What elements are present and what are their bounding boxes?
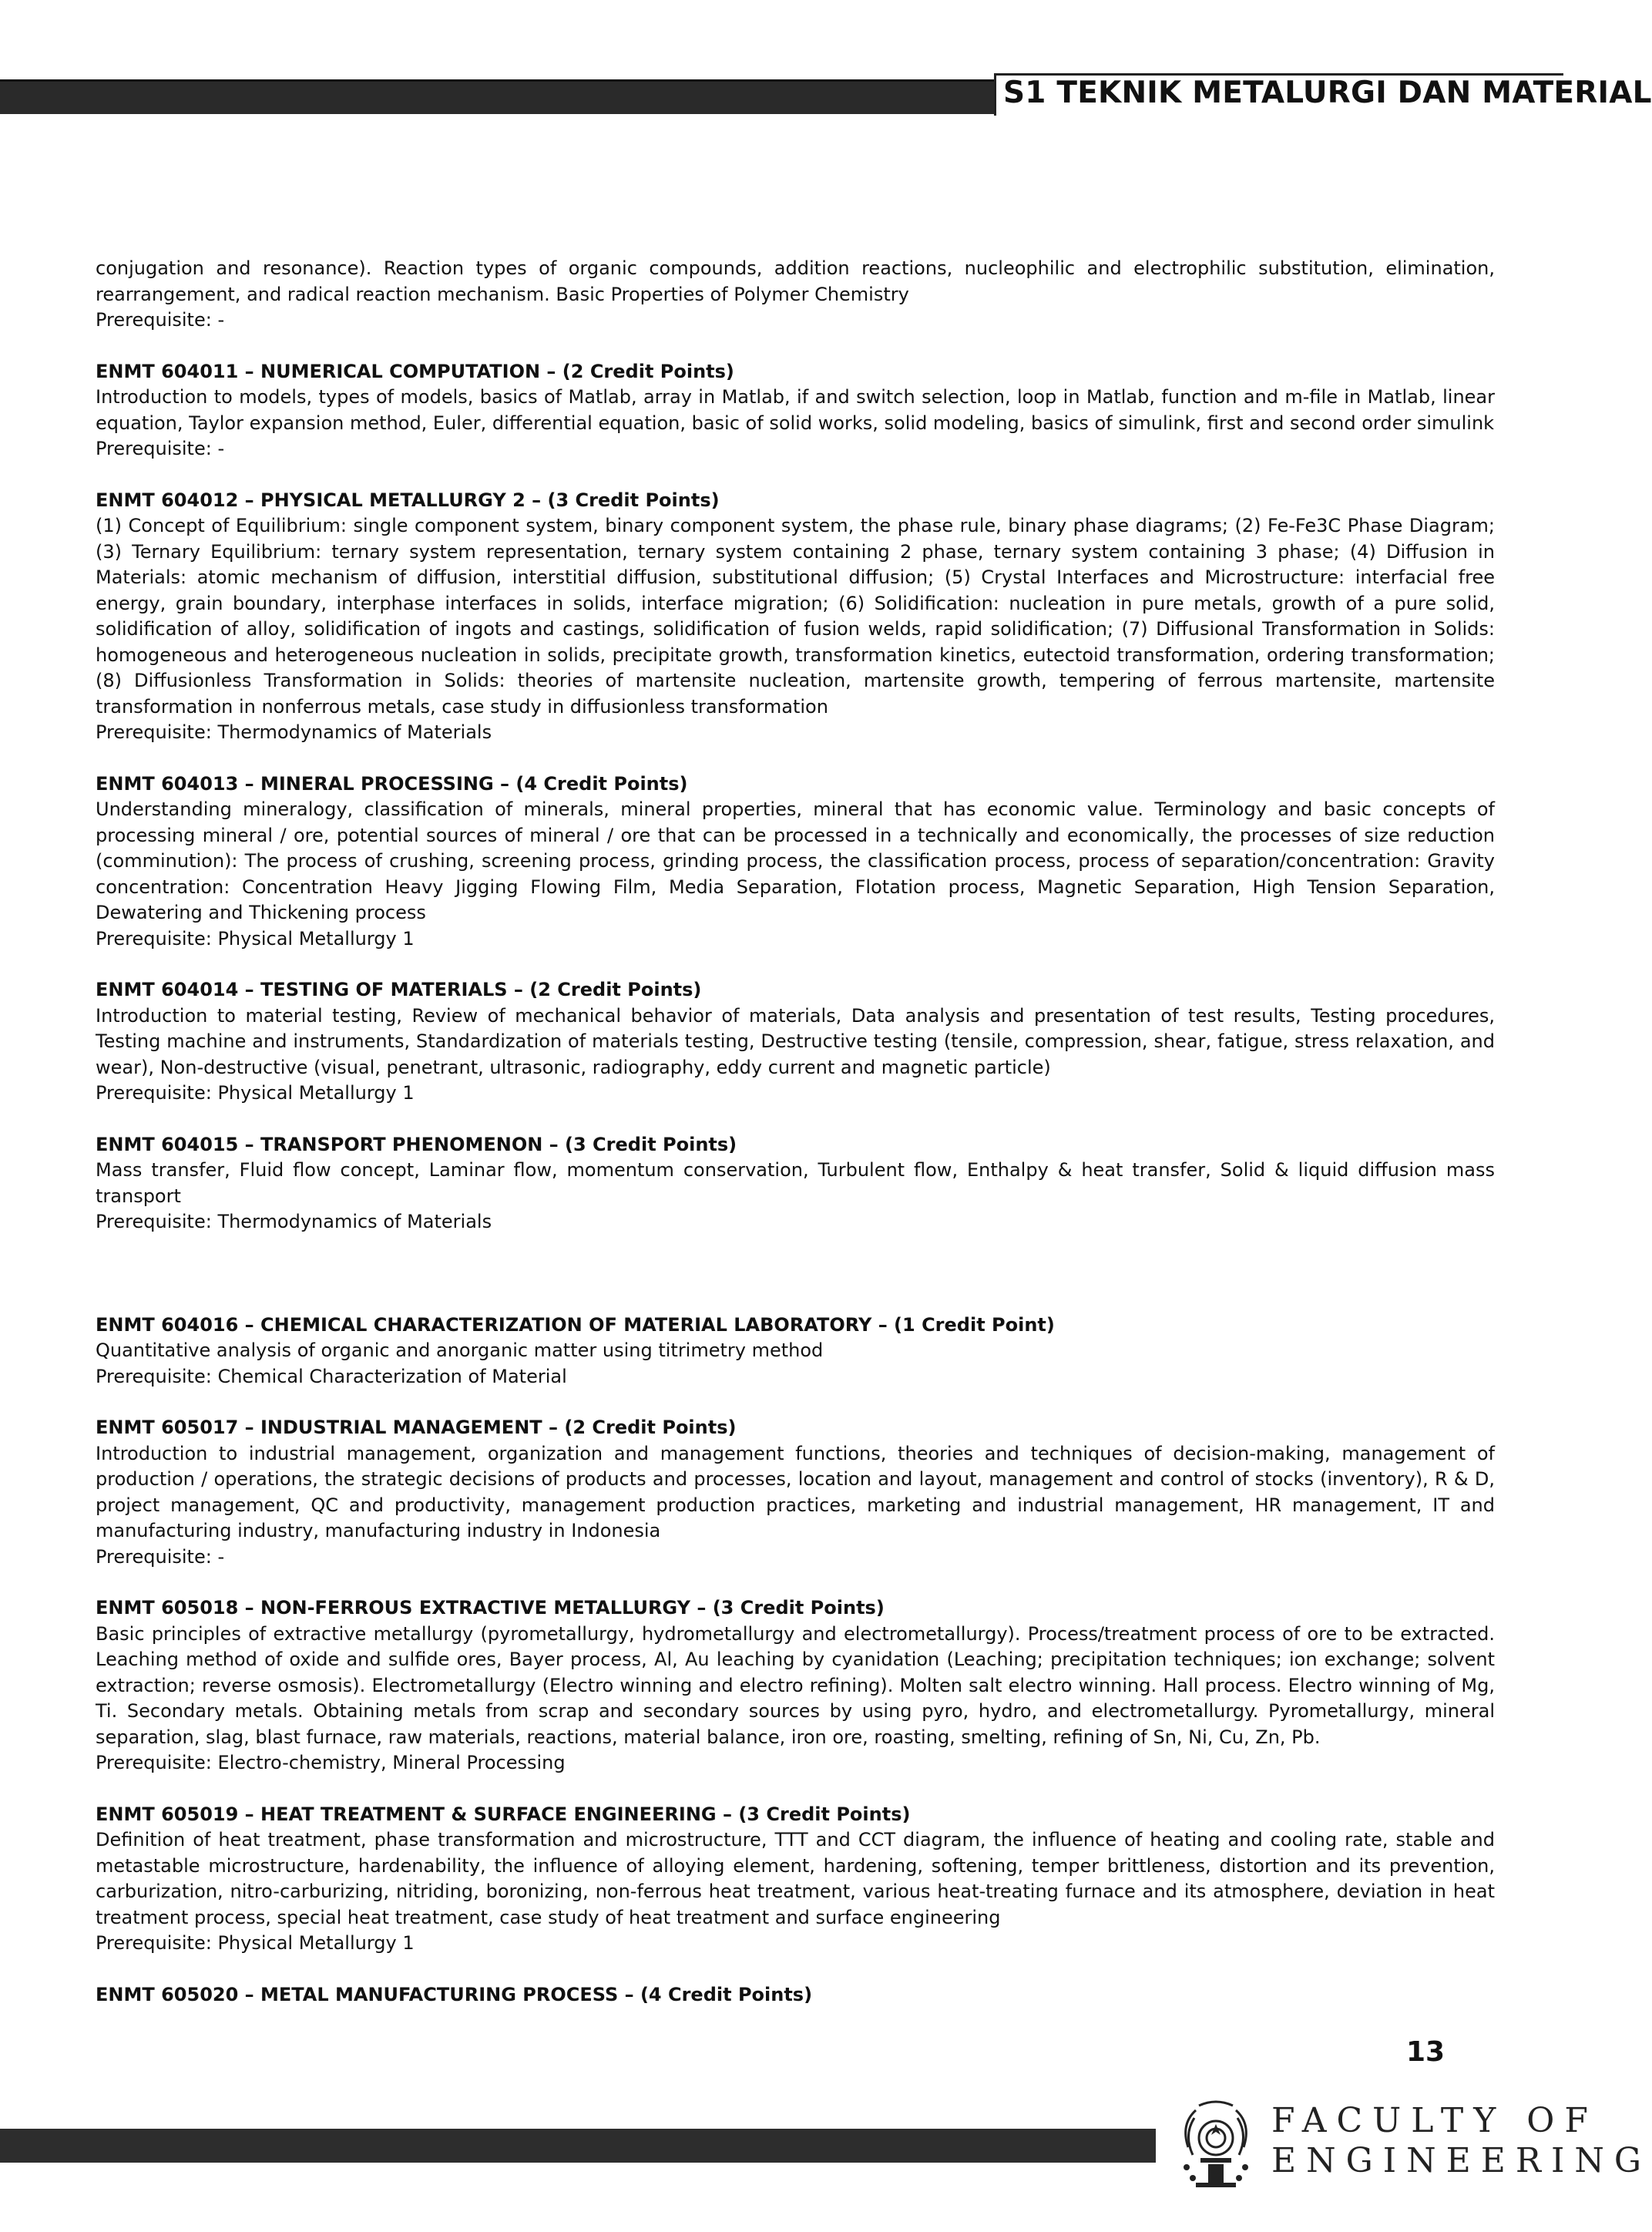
course-entry: [96, 1802, 1495, 1957]
faculty-wordmark: [1271, 2101, 1652, 2181]
course-title: ENMT 604011 – NUMERICAL COMPUTATION – (2 Credit Points): [96, 360, 734, 382]
page-header-title: S1 TEKNIK METALURGI DAN MATERIAL: [1003, 76, 1652, 110]
intro-prerequisite: Prerequisite: -: [96, 309, 225, 331]
intro-text: conjugation and resonance). Reaction types of organic compounds, addition reactions, nucleophilic and electrophilic substitution, elimination, rearrangement, and radical reaction mechanism. Basic Properties of Polymer Chemistry: [96, 257, 1495, 305]
course-prerequisite: Prerequisite: Physical Metallurgy 1: [96, 1932, 415, 1954]
course-title: ENMT 605018 – NON-FERROUS EXTRACTIVE METALLURGY – (3 Credit Points): [96, 1597, 885, 1619]
course-prerequisite: Prerequisite: Thermodynamics of Materials: [96, 1211, 492, 1232]
course-entry: [96, 1415, 1495, 1570]
course-title: ENMT 604016 – CHEMICAL CHARACTERIZATION OF MATERIAL LABORATORY – (1 Credit Point): [96, 1313, 1055, 1336]
course-title: ENMT 604013 – MINERAL PROCESSING – (4 Credit Points): [96, 772, 688, 795]
footer-band: [0, 2129, 1156, 2163]
course-description: Quantitative analysis of organic and anorganic matter using titrimetry method: [96, 1340, 824, 1361]
document-body: [96, 256, 1495, 2008]
faculty-line-2: ENGINEERING: [1271, 2141, 1652, 2180]
course-prerequisite: Prerequisite: -: [96, 1545, 225, 1568]
course-description: Introduction to industrial management, organization and management functions, theories and techniques of decision-making, management of production / operations, the strategic decisions of products and processes, location and layout, management and control of stocks (inventory), R & D, project management, QC and productivity, management production practices, marketing and industrial management, HR management, IT and manufacturing industry, manufacturing industry in Indonesia: [96, 1442, 1495, 1541]
course-prerequisite: Prerequisite: Chemical Characterization of Material: [96, 1365, 567, 1387]
course-prerequisite: Prerequisite: Physical Metallurgy 1: [96, 1082, 415, 1104]
course-prerequisite: Prerequisite: -: [96, 438, 225, 459]
course-entry: [96, 1595, 1495, 1777]
course-entry: [96, 1982, 1495, 2008]
course-title: ENMT 604015 – TRANSPORT PHENOMENON – (3 Credit Points): [96, 1133, 737, 1155]
course-entry: [96, 1313, 1495, 1390]
course-description: Definition of heat treatment, phase transformation and microstructure, TTT and CCT diagram, the influence of heating and cooling rate, stable and metastable microstructure, hardenability, the influence of alloying element, hardening, softening, temper brittleness, distortion and its prevention, carburization, nitro-carburizing, nitriding, boronizing, non-ferrous heat treatment, various heat-treating furnace and its atmosphere, deviation in heat treatment process, special heat treatment, case study of heat treatment and surface engineering: [96, 1829, 1495, 1928]
course-title: ENMT 605020 – METAL MANUFACTURING PROCESS – (4 Credit Points): [96, 1983, 813, 2005]
course-prerequisite: Prerequisite: Electro-chemistry, Mineral Processing: [96, 1752, 566, 1773]
course-description: (1) Concept of Equilibrium: single component system, binary component system, the phase rule, binary phase diagrams; (2) Fe-Fe3C Phase Diagram; (3) Ternary Equilibrium: ternary system representation, ternary system containing 2 phase, ternary system containing 3 phase; (4) Diffusion in Materials: atomic mechanism of diffusion, interstitial diffusion, substitutional diffusion; (5) Crystal Interfaces and Microstructure: interfacial free energy, grain boundary, interphase interfaces in solids, interface migration; (6) Solidification: nucleation in pure metals, growth of a pure solid, solidification of alloy, solidification of ingots and castings, solidification of fusion welds, rapid solidification; (7) Diffusional Transformation in Solids: homogeneous and heterogeneous nucleation in solids, precipitate growth, transformation kinetics, eutectoid transformation, ordering transformation; (8) Diffusionless Transformation in Solids: theories of martensite nucleation, martensite growth, tempering of ferrous martensite, martensite transformation in nonferrous metals, case study in diffusionless transformation: [96, 515, 1495, 718]
course-prerequisite: Prerequisite: Thermodynamics of Materials: [96, 721, 492, 743]
course-description: Mass transfer, Fluid flow concept, Laminar flow, momentum conservation, Turbulent flow, Enthalpy & heat transfer, Solid & liquid diffusion mass transport: [96, 1159, 1495, 1207]
page-number: 13: [1405, 2036, 1446, 2068]
course-description: Introduction to material testing, Review of mechanical behavior of materials, Data analysis and presentation of test results, Testing procedures, Testing machine and instruments, Standardization of materials testing, Destructive testing (tensile, compression, shear, fatigue, stress relaxation, and wear), Non-destructive (visual, penetrant, ultrasonic, radiography, eddy current and magnetic particle): [96, 1004, 1495, 1078]
course-prerequisite: Prerequisite: Physical Metallurgy 1: [96, 927, 415, 950]
course-title: ENMT 605017 – INDUSTRIAL MANAGEMENT – (2 Credit Points): [96, 1417, 737, 1438]
course-description: Understanding mineralogy, classification of minerals, mineral properties, mineral that has economic value. Terminology and basic concepts of processing mineral / ore, potential sources of mineral / ore that can be processed in a technically and economically, the processes of size reduction (comminution): The process of crushing, screening process, grinding process, the classification process, process of separation/concentration: Gravity concentration: Concentration Heavy Jigging Flowing Film, Media Separation, Flotation process, Magnetic Separation, High Tension Separation, Dewatering and Thickening process: [96, 798, 1495, 923]
course-title: ENMT 604012 – PHYSICAL METALLURGY 2 – (3 Credit Points): [96, 489, 720, 511]
course-description: Introduction to models, types of models, basics of Matlab, array in Matlab, if and switch selection, loop in Matlab, function and m-file in Matlab, linear equation, Taylor expansion method, Euler, differential equation, basic of solid works, solid modeling, basics of simulink, first and second order simulink: [96, 386, 1495, 434]
faculty-line-1: FACULTY OF: [1271, 2101, 1598, 2140]
course-entry: [96, 771, 1495, 953]
course-entry: [96, 1132, 1495, 1235]
course-description: Basic principles of extractive metallurgy (pyrometallurgy, hydrometallurgy and electrometallurgy). Process/treatment process of ore to be extracted. Leaching method of oxide and sulfide ores, Bayer process, Al, Au leaching by cyanidation (Leaching; precipitation techniques; ion exchange; solvent extraction; reverse osmosis). Electrometallurgy (Electro winning and electro refining). Molten salt electro winning. Hall process. Electro winning of Mg, Ti. Secondary metals. Obtaining metals from scrap and secondary sources by using pyro, hydro, and electrometallurgy. Pyrometallurgy, mineral separation, slag, blast furnace, raw materials, reactions, material balance, iron ore, roasting, smelting, refining of Sn, Ni, Cu, Zn, Pb.: [96, 1622, 1495, 1748]
course-title: ENMT 604014 – TESTING OF MATERIALS – (2 Credit Points): [96, 979, 702, 1000]
course-entry: [96, 359, 1495, 462]
university-seal-icon: [1173, 2101, 1259, 2193]
course-entry: [96, 488, 1495, 746]
course-entry: [96, 977, 1495, 1107]
course-title: ENMT 605019 – HEAT TREATMENT & SURFACE ENGINEERING – (3 Credit Points): [96, 1803, 911, 1825]
